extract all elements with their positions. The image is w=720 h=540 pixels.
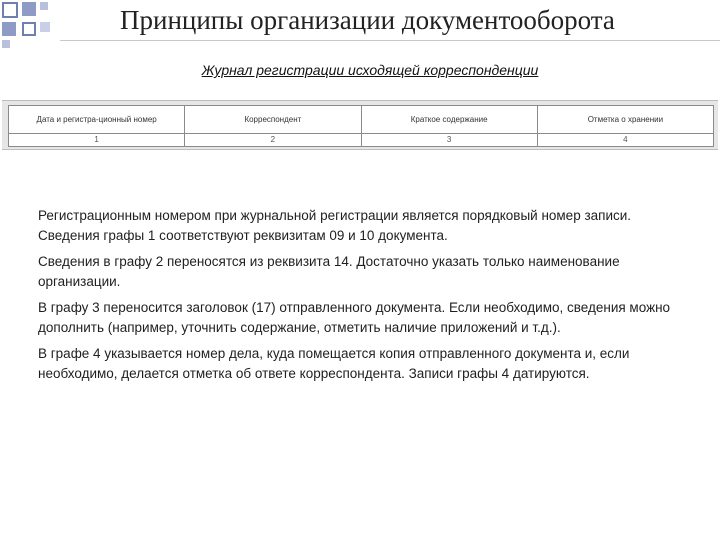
- paragraph: Сведения в графу 2 переносятся из реквизита 14. Достаточно указать только наименование организации.: [38, 254, 620, 289]
- decor-square: [2, 22, 16, 36]
- paragraph: В графе 4 указывается номер дела, куда помещается копия отправленного документа и, если необходимо, делается отметка об ответе корреспондента. Записи графы 4 датируются.: [38, 346, 630, 381]
- journal-number-cell: 2: [185, 134, 361, 147]
- decorative-squares: [0, 0, 60, 60]
- journal-header-row: [9, 106, 714, 134]
- decor-square: [22, 22, 36, 36]
- journal-table-figure: [2, 100, 718, 150]
- journal-header-cell: Корреспондент: [185, 106, 361, 134]
- decor-square: [40, 22, 50, 32]
- decor-square: [2, 2, 18, 18]
- paragraph: Регистрационным номером при журнальной регистрации является порядковый номер записи. Сведения графы 1 соответствуют реквизитам 09 и 10 документа.: [38, 208, 632, 243]
- title-divider: [60, 40, 720, 41]
- decor-square: [40, 2, 48, 10]
- journal-number-cell: 3: [361, 134, 537, 147]
- journal-number-row: [9, 134, 714, 147]
- body-text: [38, 206, 688, 390]
- journal-table: [8, 105, 714, 147]
- decor-square: [22, 2, 36, 16]
- decor-square: [2, 40, 10, 48]
- journal-number-cell: 1: [9, 134, 185, 147]
- journal-header-cell: Краткое содержание: [361, 106, 537, 134]
- slide-title: Принципы организации документооборота: [120, 5, 615, 35]
- journal-header-cell: Отметка о хранении: [537, 106, 713, 134]
- journal-number-cell: 4: [537, 134, 713, 147]
- slide-subtitle: Журнал регистрации исходящей корреспонденции: [201, 62, 539, 78]
- journal-header-cell: Дата и регистра-ционный номер: [9, 106, 185, 134]
- paragraph: В графу 3 переносится заголовок (17) отправленного документа. Если необходимо, сведения можно дополнить (например, уточнить содержание, отметить наличие приложений и т.д.).: [38, 300, 671, 335]
